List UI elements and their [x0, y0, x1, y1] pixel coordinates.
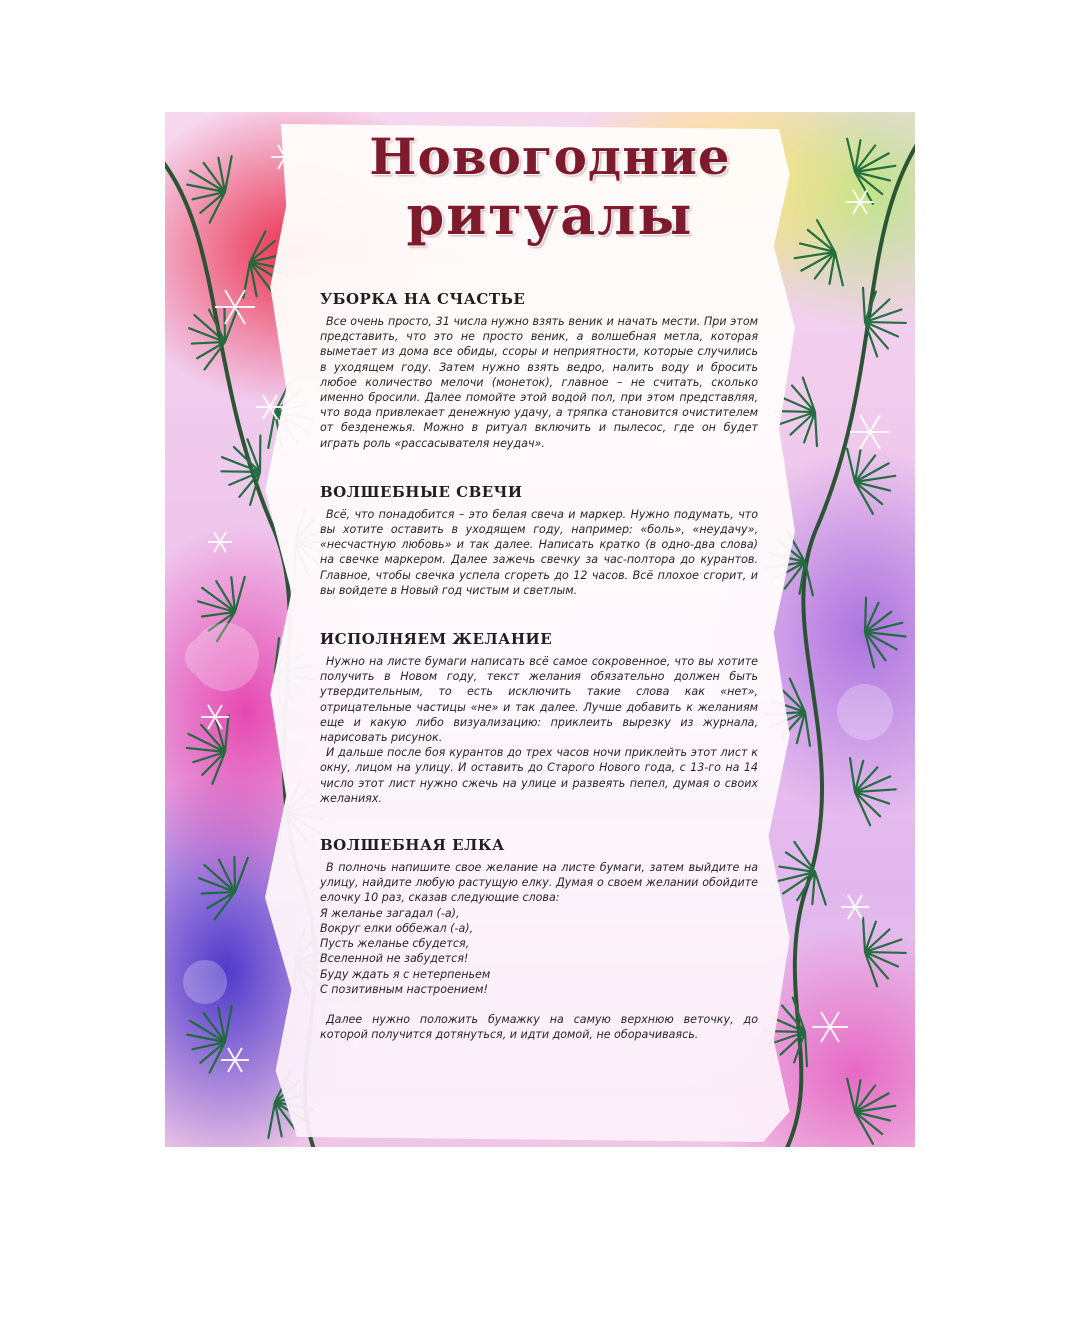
section-paragraph: Все очень просто, 31 числа нужно взять веник и начать мести. При этом представить, что это не просто веник, а волшебная метла, которая выметает из дома все обиды, ссоры и неприятности, которые случились в уходящем году. Затем нужно взять ведро, налить воду и бросить любое количество мелочи (монеток), главное – не считать, сколько именно бросили. Далее помойте этой водой пол, при этом представляя, что вода привлекает денежную удачу, а тряпка становится очистителем от безденежья. Можно в ритуал включить и пылесос, где он будет играть роль «рассасывателя неудач».: [320, 315, 758, 450]
poem-line: Пусть желанье сбудется,: [320, 937, 470, 951]
title-line-2: ритуалы: [406, 183, 694, 247]
section-candles: [320, 483, 758, 598]
poem-line: Буду ждать я с нетерпеньем: [320, 967, 491, 981]
section-fir-tree: [320, 836, 758, 1042]
poem: [320, 906, 758, 997]
section-paragraph: Нужно на листе бумаги написать всё самое сокровенное, что вы хотите получить в Новом году, текст желания обязательно должен быть утвердительным, то есть исключить такие слова как «нет», отрицательные частицы «не» и так далее. Лучше добавить к желаниям еще и какую либо визуализацию: приклеить вырезку из журнала, нарисовать рисунок.: [320, 655, 758, 745]
section-paragraph: В полночь напишите свое желание на листе бумаги, затем выйдите на улицу, найдите любую растущую елку. Думая о своем желании обойдите елочку 10 раз, сказав следующие слова:: [320, 861, 758, 905]
content-column: [320, 290, 758, 1042]
title-line-1: Новогодние: [369, 127, 731, 186]
section-heading: ВОЛШЕБНАЯ ЕЛКА: [320, 836, 505, 855]
section-wish: [320, 630, 758, 806]
section-heading: ВОЛШЕБНЫЕ СВЕЧИ: [320, 482, 523, 501]
poem-line: Вокруг елки оббежал (-а),: [320, 921, 474, 935]
section-closing: Далее нужно положить бумажку на самую верхнюю веточку, до которой получится дотянуться, и идти домой, не оборачиваясь.: [320, 1012, 758, 1042]
section-heading: ИСПОЛНЯЕМ ЖЕЛАНИЕ: [320, 630, 553, 649]
section-paragraph: И дальше после боя курантов до трех часов ночи приклейть этот лист к окну, лицом на улицу. И оставить до Старого Нового года, с 13-го на 14 число этот лист нужно сжечь на улице и развеять пепел, думая о своих желаниях.: [320, 746, 758, 805]
poem-line: С позитивным настроением!: [320, 982, 488, 996]
poem-line: Я желанье загадал (-а),: [320, 906, 460, 920]
section-cleaning: [320, 290, 758, 451]
section-paragraph: Всё, что понадобится – это белая свеча и маркер. Нужно подумать, что вы хотите оставить в уходящем году, например: «боль», «неудачу», «несчастную любовь» и так далее. Написать кратко (в одно-два слова) на свечке маркером. Далее зажечь свечку за час-полтора до курантов. Главное, чтобы свечка успела сгореть до 12 часов. Всё плохое сгорит, и вы войдете в Новый год чистым и светлым.: [320, 507, 758, 597]
poster: [165, 112, 915, 1147]
page-title: [350, 127, 750, 247]
poem-line: Вселенной не забудется!: [320, 952, 469, 966]
section-heading: УБОРКА НА СЧАСТЬЕ: [320, 290, 526, 308]
